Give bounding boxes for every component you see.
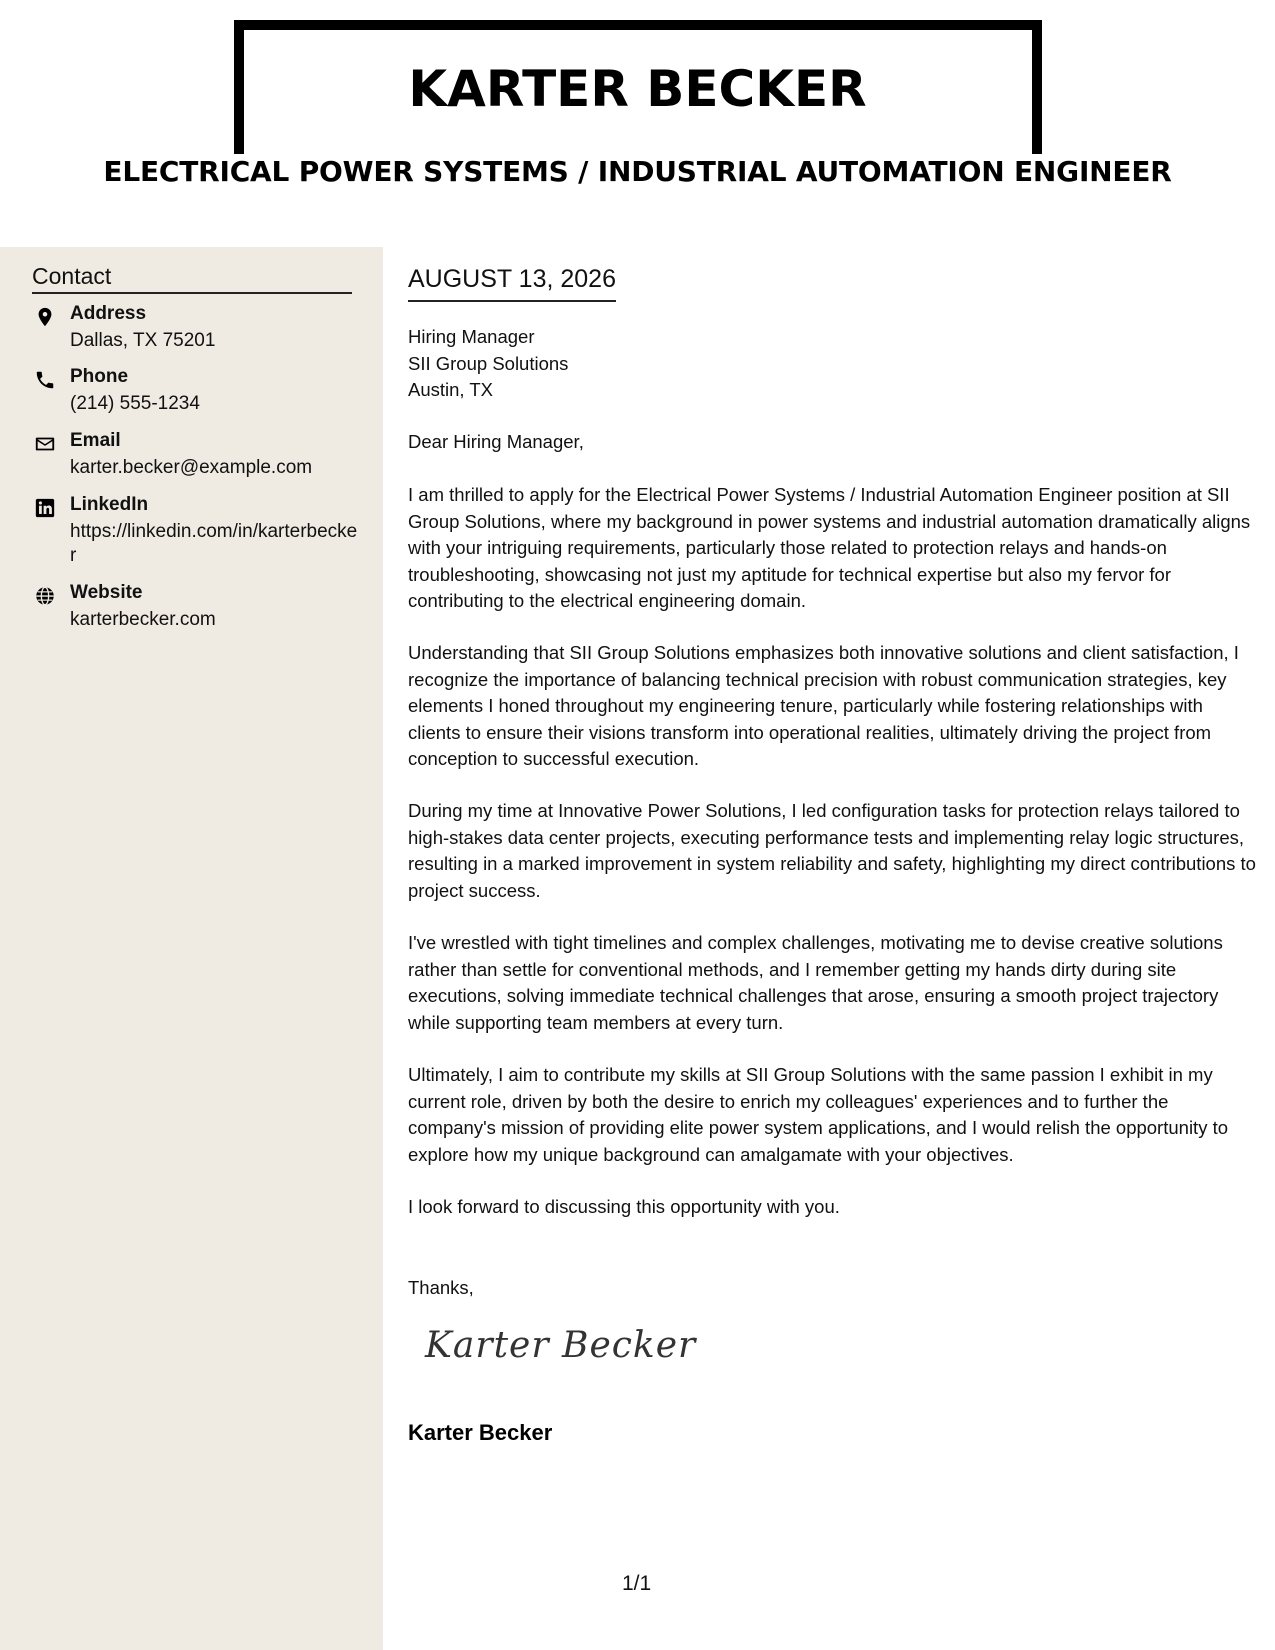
letter-date: AUGUST 13, 2026 — [408, 265, 616, 302]
address-label: Address — [70, 303, 147, 324]
phone-value[interactable]: (214) 555-1234 — [70, 393, 200, 414]
handwritten-signature: Karter Becker — [425, 1325, 697, 1366]
email-value[interactable]: karter.becker@example.com — [70, 457, 313, 478]
letter-paragraph-2: Understanding that SII Group Solutions emphasizes both innovative solutions and client satisfaction, I recognize the importance of balancing technical precision with robust communication strategies, key elements I honed throughout my engineering tenure, particularly while fostering relationships with clients to ensure their visions transform into operational realities, ultimately driving the project from conception to successful execution. — [408, 642, 1239, 769]
letter-paragraph-6: I look forward to discussing this opportunity with you. — [408, 1196, 840, 1217]
recipient-title: Hiring Manager — [408, 326, 535, 347]
signed-name: Karter Becker — [408, 1420, 553, 1445]
email-label: Email — [70, 430, 121, 451]
linkedin-label: LinkedIn — [70, 494, 149, 515]
website-label: Website — [70, 582, 143, 603]
page-number: 1/1 — [622, 1572, 652, 1595]
location-pin-icon — [34, 306, 56, 328]
phone-label: Phone — [70, 366, 129, 387]
contact-heading: Contact — [32, 263, 352, 294]
recipient-company: SII Group Solutions — [408, 352, 569, 374]
recipient-location: Austin, TX — [408, 379, 494, 400]
letter-paragraph-3: During my time at Innovative Power Solutions, I led configuration tasks for protection relays tailored to high-stakes data center projects, executing performance tests and implementing relay logic structures, resulting in a marked improvement in system reliability and safety, highlighting my direct contributions to project success. — [408, 800, 1256, 901]
letter-paragraph-1: I am thrilled to apply for the Electrical Power Systems / Industrial Automation Engineer position at SII Group Solutions, where my background in power systems and industrial automation dramatically aligns with your intriguing requirements, particularly those related to protection relays and hands-on troubleshooting, showcasing not just my aptitude for technical expertise but also my fervor for contributing to the electrical engineering domain. — [408, 484, 1251, 611]
letter-paragraph-4: I've wrestled with tight timelines and complex challenges, motivating me to devise creative solutions rather than settle for conventional methods, and I remember getting my hands dirty during site executions, solving immediate technical challenges that arose, ensuring a smooth project trajectory while supporting team members at every turn. — [408, 932, 1223, 1033]
salutation: Dear Hiring Manager, — [408, 431, 584, 452]
linkedin-value[interactable]: https://linkedin.com/in/karterbecker — [70, 521, 358, 566]
closing: Thanks, — [408, 1277, 474, 1298]
linkedin-icon — [34, 497, 56, 519]
job-title: ELECTRICAL POWER SYSTEMS / INDUSTRIAL AUTOMATION ENGINEER — [0, 155, 1275, 188]
recipient-block — [408, 324, 568, 404]
globe-icon — [34, 585, 56, 607]
email-icon — [34, 433, 56, 455]
website-value[interactable]: karterbecker.com — [70, 609, 216, 630]
phone-icon — [34, 369, 56, 391]
address-value: Dallas, TX 75201 — [70, 330, 216, 351]
applicant-name: KARTER BECKER — [408, 60, 867, 118]
letter-paragraph-5: Ultimately, I aim to contribute my skills at SII Group Solutions with the same passion I exhibit in my current role, driven by both the desire to enrich my colleagues' experiences and to further the company's mission of providing elite power system applications, and I would relish the opportunity to explore how my unique background can amalgamate with your objectives. — [408, 1064, 1229, 1165]
